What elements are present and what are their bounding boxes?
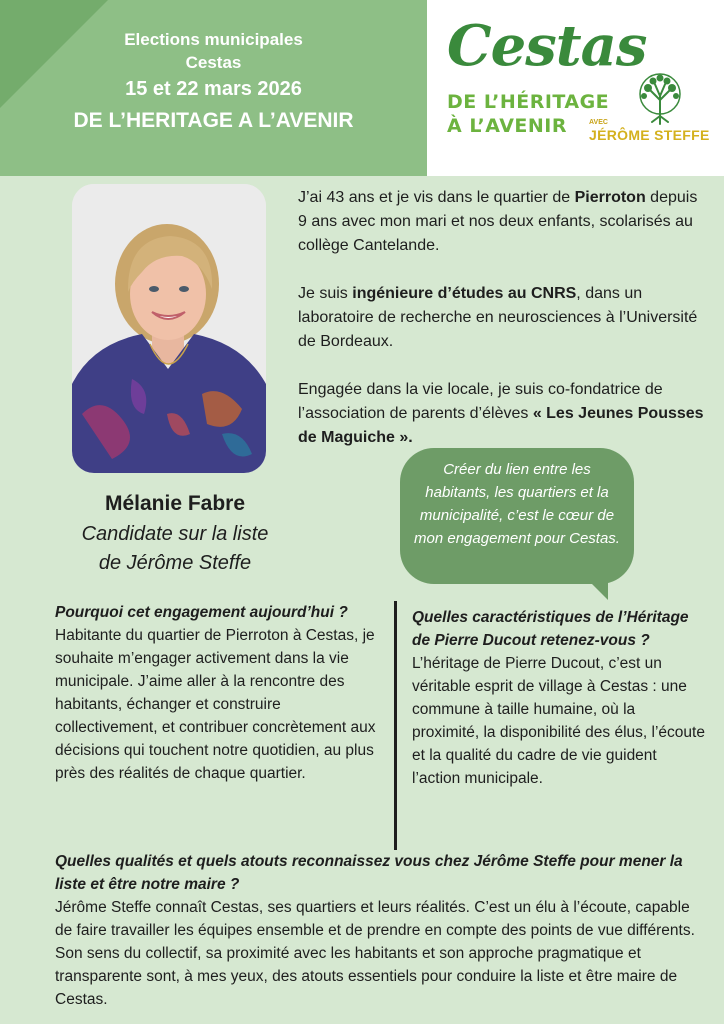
logo-candidate-name: JÉRÔME STEFFE	[589, 127, 710, 143]
tree-icon	[632, 72, 688, 126]
logo-tagline-2: À L’AVENIR	[447, 115, 567, 137]
bio-emphasis: « Les Jeunes Pousses de Maguiche ».	[298, 405, 704, 446]
candidate-role-line-1: Candidate sur la liste	[81, 523, 269, 545]
logo-avec: AVEC	[589, 119, 608, 126]
bio-text: depuis 9 ans avec mon mari et nos deux enfants, scolarisés au collège Cantelande.	[298, 189, 698, 254]
bio-paragraph-1	[298, 186, 708, 258]
header-line-slogan: DE L’HERITAGE A L’AVENIR	[73, 109, 354, 132]
answer-1: Habitante du quartier de Pierroton à Cestas, je souhaite m’engager activement dans la vie municipale. J’aime aller à la rencontre des habitants, échanger et construire collectivement, et contribuer concrètement aux décisions qui touchent notre quotidien, au plus près des réalités de chaque quartier.	[55, 627, 376, 782]
bio-text: J’ai 43 ans et je vis dans le quartier de	[298, 189, 575, 206]
answer-2: L’héritage de Pierre Ducout, c’est un véritable esprit de village à Cestas : une commune à taille humaine, où la proximité, la disponibilité des élus, l’écoute et la qualité du cadre de vie guident l’action municipale.	[412, 655, 705, 787]
candidate-role	[40, 520, 310, 578]
bio-text: Je suis	[298, 285, 353, 302]
question-3: Quelles qualités et quels atouts reconnaissez vous chez Jérôme Steffe pour mener la liste et être notre maire ?	[55, 853, 683, 893]
candidate-role-line-2: de Jérôme Steffe	[98, 552, 252, 574]
bio-paragraph-3	[298, 378, 708, 450]
bio-paragraph-2	[298, 282, 708, 354]
header-line-dates: 15 et 22 mars 2026	[125, 78, 302, 100]
answer-3: Jérôme Steffe connaît Cestas, ses quartiers et leurs réalités. C’est un élu à l’écoute, capable de faire travailler les équipes ensemble et de prendre en compte des points de vue différents. Son sens du collectif, sa proximité avec les habitants et son approche pragmatique et transparente sont, à mes yeux, des atouts essentiels pour conduire la liste et être maire de Cestas.	[55, 899, 695, 1008]
bio-text: , dans un laboratoire de recherche en neurosciences à l’Université de Bordeaux.	[298, 285, 698, 350]
question-2: Quelles caractéristiques de l’Héritage de Pierre Ducout retenez-vous ?	[412, 609, 689, 649]
logo-tagline-1: DE L’HÉRITAGE	[447, 91, 610, 113]
question-3-block	[55, 850, 695, 1011]
candidate-portrait	[72, 184, 266, 473]
header-line-elections: Elections municipales	[124, 30, 303, 49]
question-1: Pourquoi cet engagement aujourd’hui ?	[55, 604, 348, 621]
question-1-block	[55, 601, 383, 785]
candidate-name: Mélanie Fabre	[104, 492, 246, 515]
column-divider	[394, 601, 397, 850]
bio-text: Engagée dans la vie locale, je suis co-fondatrice de l’association de parents d’élèves	[298, 381, 663, 422]
quote-bubble-tail	[588, 580, 608, 600]
bio-emphasis: ingénieure d’études au CNRS	[352, 285, 577, 302]
header-title-block	[0, 28, 427, 136]
candidate-photo	[72, 184, 266, 473]
quote-text: Créer du lien entre les habitants, les quartiers et la municipalité, c’est le cœur de mon engagement pour Cestas.	[414, 461, 620, 547]
header-line-town: Cestas	[185, 53, 242, 72]
question-2-block	[412, 606, 706, 790]
bio-emphasis: Pierroton	[574, 189, 646, 206]
logo-wordmark: Cestas	[447, 13, 647, 79]
header-banner	[0, 0, 427, 176]
candidate-bio	[298, 186, 708, 474]
campaign-logo	[427, 0, 724, 176]
quote-bubble	[400, 448, 634, 584]
